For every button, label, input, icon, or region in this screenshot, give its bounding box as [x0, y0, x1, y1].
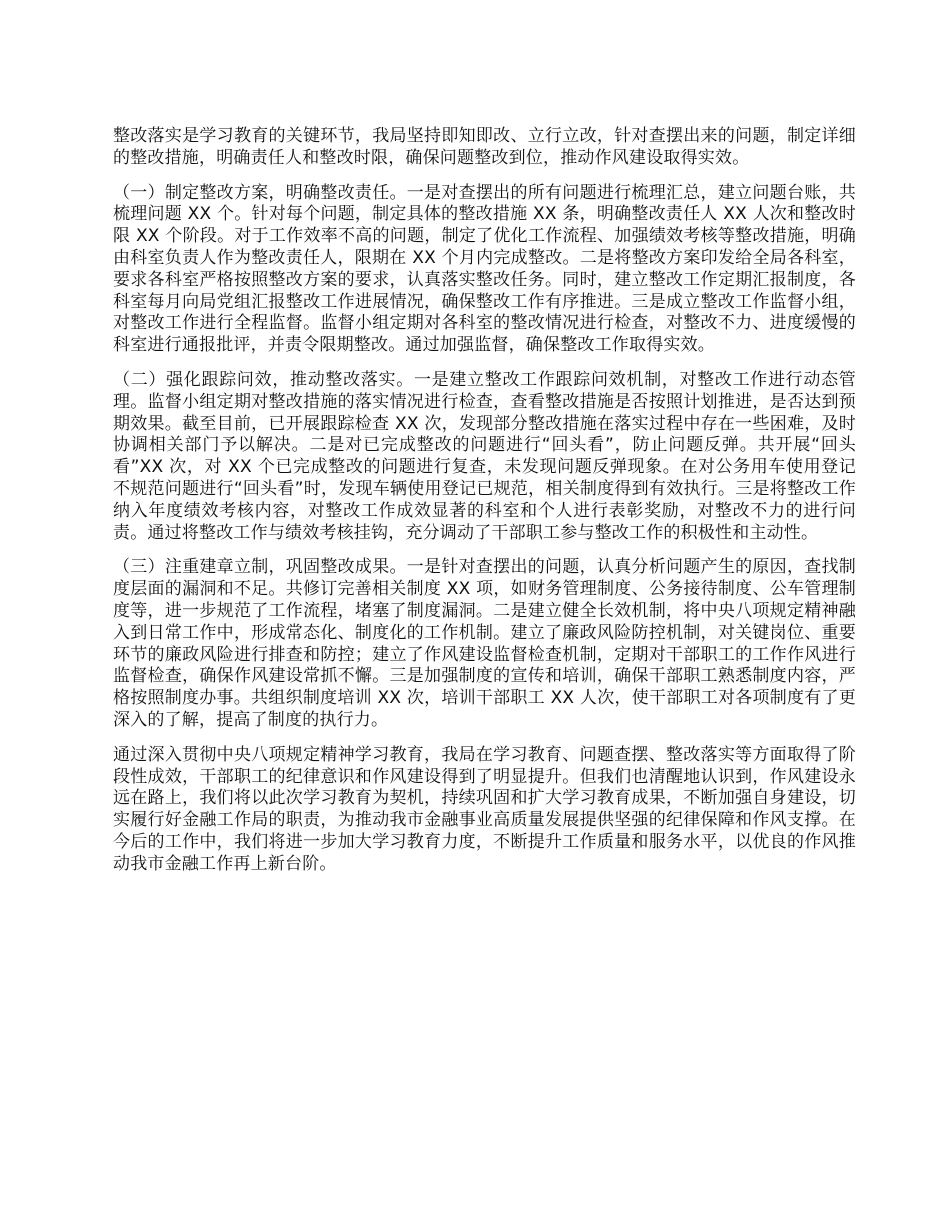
paragraph-section-3: （三）注重建章立制，巩固整改成果。一是针对查摆出的问题，认真分析问题产生的原因，查找制度层面的漏洞和不足。共修订完善相关制度 XX 项，如财务管理制度、公务接待制度、公车管理制度等，进一步规范了工作流程，堵塞了制度漏洞。二是建立健全长效机制，将中央八项规定精神融入到日常工作中，形成常态化、制度化的工作机制。建立了廉政风险防控机制，对关键岗位、重要环节的廉政风险进行排查和防控；建立了作风建设监督检查机制，定期对干部职工的工作作风进行监督检查，确保作风建设常抓不懈。三是加强制度的宣传和培训，确保干部职工熟悉制度内容，严格按照制度办事。共组织制度培训 XX 次，培训干部职工 XX 人次，使干部职工对各项制度有了更深入的了解，提高了制度的执行力。: [113, 557, 856, 730]
paragraph-intro: 整改落实是学习教育的关键环节，我局坚持即知即改、立行立改，针对查摆出来的问题，制定详细的整改措施，明确责任人和整改时限，确保问题整改到位，推动作风建设取得实效。: [113, 126, 856, 168]
document-body: [113, 126, 856, 889]
paragraph-section-2: （二）强化跟踪问效，推动整改落实。一是建立整改工作跟踪问效机制，对整改工作进行动态管理。监督小组定期对整改措施的落实情况进行检查，查看整改措施是否按照计划推进，是否达到预期效果。截至目前，已开展跟踪检查 XX 次，发现部分整改措施在落实过程中存在一些困难，及时协调相关部门予以解决。二是对已完成整改的问题进行“回头看”，防止问题反弹。共开展“回头看”XX 次，对 XX 个已完成整改的问题进行复查，未发现问题反弹现象。在对公务用车使用登记不规范问题进行“回头看”时，发现车辆使用登记已规范，相关制度得到有效执行。三是将整改工作纳入年度绩效考核内容，对整改工作成效显著的科室和个人进行表彰奖励，对整改不力的进行问责。通过将整改工作与绩效考核挂钩，充分调动了干部职工参与整改工作的积极性和主动性。: [113, 369, 856, 543]
paragraph-conclusion: 通过深入贯彻中央八项规定精神学习教育，我局在学习教育、问题查摆、整改落实等方面取得了阶段性成效，干部职工的纪律意识和作风建设得到了明显提升。但我们也清醒地认识到，作风建设永远在路上，我们将以此次学习教育为契机，持续巩固和扩大学习教育成果，不断加强自身建设，切实履行好金融工作局的职责，为推动我市金融事业高质量发展提供坚强的纪律保障和作风支撑。在今后的工作中，我们将进一步加大学习教育力度，不断提升工作质量和服务水平，以优良的作风推动我市金融工作再上新台阶。: [113, 744, 856, 874]
paragraph-section-1: （一）制定整改方案，明确整改责任。一是对查摆出的所有问题进行梳理汇总，建立问题台账，共梳理问题 XX 个。针对每个问题，制定具体的整改措施 XX 条，明确整改责任人 XX 人次和整改时限 XX 个阶段。对于工作效率不高的问题，制定了优化工作流程、加强绩效考核等整改措施，明确由科室负责人作为整改责任人，限期在 XX 个月内完成整改。二是将整改方案印发给全局各科室，要求各科室严格按照整改方案的要求，认真落实整改任务。同时，建立整改工作定期汇报制度，各科室每月向局党组汇报整改工作进展情况，确保整改工作有序推进。三是成立整改工作监督小组，对整改工作进行全程监督。监督小组定期对各科室的整改情况进行检查，对整改不力、进度缓慢的科室进行通报批评，并责令限期整改。通过加强监督，确保整改工作取得实效。: [113, 182, 856, 356]
